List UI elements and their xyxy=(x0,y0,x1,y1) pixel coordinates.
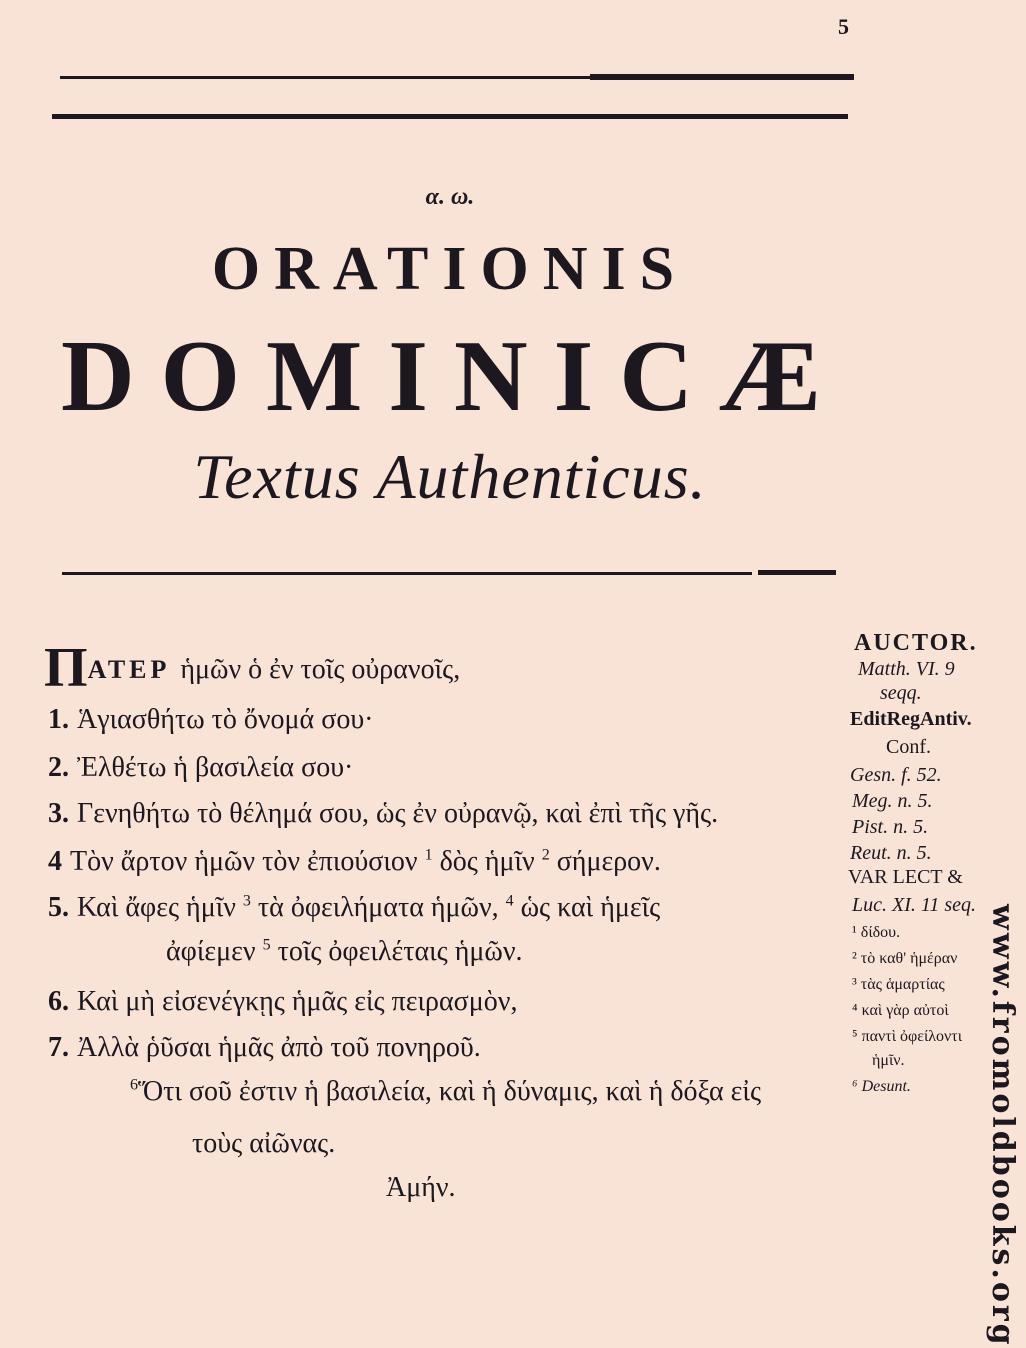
prayer-line-3 xyxy=(48,798,718,830)
line-text-b: δὸς ἡμῖν xyxy=(439,846,535,877)
sidebar-entry: Conf. xyxy=(886,736,931,758)
variant-note: ¹ δίδου. xyxy=(852,924,901,941)
variant-note: ⁶ Desunt. xyxy=(852,1078,911,1095)
sidebar-entry: Meg. n. 5. xyxy=(852,790,933,812)
sidebar-entry: Pist. n. 5. xyxy=(852,816,929,838)
title-orationis: ORATIONIS xyxy=(211,235,689,303)
line-number: 4 xyxy=(48,846,62,877)
variant-mark-3: 3 xyxy=(242,892,251,910)
alpha-omega: α. ω. xyxy=(425,184,475,210)
opening-caps: ΑΤΕΡ xyxy=(87,655,171,684)
doxology-line-1 xyxy=(130,1076,761,1108)
middle-rule-right xyxy=(758,570,836,575)
doxology-text-2: τοὺς αἰῶνας. xyxy=(192,1128,336,1159)
amen-text: Ἀμήν. xyxy=(386,1172,456,1203)
middle-rule xyxy=(62,572,752,575)
line-text: Καὶ μὴ εἰσενέγκῃς ἡμᾶς εἰς πειρασμὸν, xyxy=(77,986,518,1017)
variant-mark-2: 2 xyxy=(541,846,550,864)
variant-mark-4: 4 xyxy=(505,892,514,910)
prayer-opening xyxy=(44,637,461,699)
prayer-line-4 xyxy=(48,846,661,878)
prayer-line-2 xyxy=(48,752,353,784)
line-number: 1. xyxy=(48,704,69,735)
line-text-a: Τὸν ἄρτον ἡμῶν τὸν ἐπιούσιον xyxy=(70,846,418,877)
line-text: Ἐλθέτω ἡ βασιλεία σου· xyxy=(77,752,354,783)
line-text-a: ἀφίεμεν xyxy=(166,936,256,967)
sidebar-entry: seqq. xyxy=(880,682,922,704)
doxology-line-2 xyxy=(192,1128,335,1160)
variant-note: ² τὸ καθ' ἡμέραν xyxy=(852,950,958,967)
variant-note: ³ τὰς ἁμαρτίας xyxy=(852,976,945,993)
prayer-line-5 xyxy=(48,892,660,924)
variant-note: ⁵ παντὶ ὀφείλοντι xyxy=(852,1028,962,1045)
amen xyxy=(386,1172,456,1204)
prayer-line-5-continued xyxy=(166,936,523,968)
subtitle-textus-authenticus: Textus Authenticus. xyxy=(193,441,707,512)
sidebar-entry: Gesn. f. 52. xyxy=(850,764,942,786)
initial-pi: Π xyxy=(44,637,88,699)
prayer-line-7 xyxy=(48,1032,481,1064)
line-number: 7. xyxy=(48,1032,69,1063)
line-text-c: ὡς καὶ ἡμεῖς xyxy=(520,892,661,923)
top-rule-2 xyxy=(52,114,848,119)
title-dominicae: DOMINICÆ xyxy=(61,320,847,433)
line-number: 3. xyxy=(48,798,69,829)
line-text-a: Καὶ ἄφες ἡμῖν xyxy=(77,892,236,923)
variant-mark-6: 6 xyxy=(130,1076,138,1094)
variant-note: ἡμῖν. xyxy=(872,1052,905,1069)
variant-mark-1: 1 xyxy=(424,846,433,864)
line-text-c: σήμερον. xyxy=(556,846,661,877)
line-number: 2. xyxy=(48,752,69,783)
line-text-b: τοῖς ὀφειλέταις ἡμῶν. xyxy=(277,936,523,967)
sidebar-entry: Reut. n. 5. xyxy=(850,842,932,864)
line-text-b: τὰ ὀφειλήματα ἡμῶν, xyxy=(257,892,499,923)
sidebar-entry: EditRegAntiv. xyxy=(850,708,972,730)
line-text: Ἀλλὰ ῥῦσαι ἡμᾶς ἀπὸ τοῦ πονηροῦ. xyxy=(77,1032,481,1063)
website-watermark: www.fromoldbooks.org xyxy=(985,904,1020,1348)
opening-rest: ἡμῶν ὁ ἐν τοῖς οὐρανοῖς, xyxy=(180,654,461,685)
sidebar-entry: VAR LECT & xyxy=(848,866,963,888)
variant-mark-5: 5 xyxy=(262,936,271,954)
variant-note: ⁴ καὶ γὰρ αὐτοὶ xyxy=(852,1002,949,1019)
sidebar-heading: AUCTOR. xyxy=(854,630,978,656)
doxology-text: Ὅτι σοῦ ἐστιν ἡ βασιλεία, καὶ ἡ δύναμις, καὶ ἡ δόξα εἰς xyxy=(138,1076,762,1107)
line-text: Ἁγιασθήτω τὸ ὄνομά σου· xyxy=(77,704,374,735)
page-number: 5 xyxy=(838,14,849,39)
prayer-line-1 xyxy=(48,704,374,736)
sidebar-entry: Luc. XI. 11 seq. xyxy=(852,894,977,916)
line-number: 6. xyxy=(48,986,69,1017)
prayer-line-6 xyxy=(48,986,517,1018)
line-text: Γενηθήτω τὸ θέλημά σου, ὡς ἐν οὐρανῷ, καὶ ἐπὶ τῆς γῆς. xyxy=(77,798,719,829)
sidebar-entry: Matth. VI. 9 xyxy=(858,658,955,680)
top-rule-1-thick xyxy=(590,74,854,80)
line-number: 5. xyxy=(48,892,69,923)
